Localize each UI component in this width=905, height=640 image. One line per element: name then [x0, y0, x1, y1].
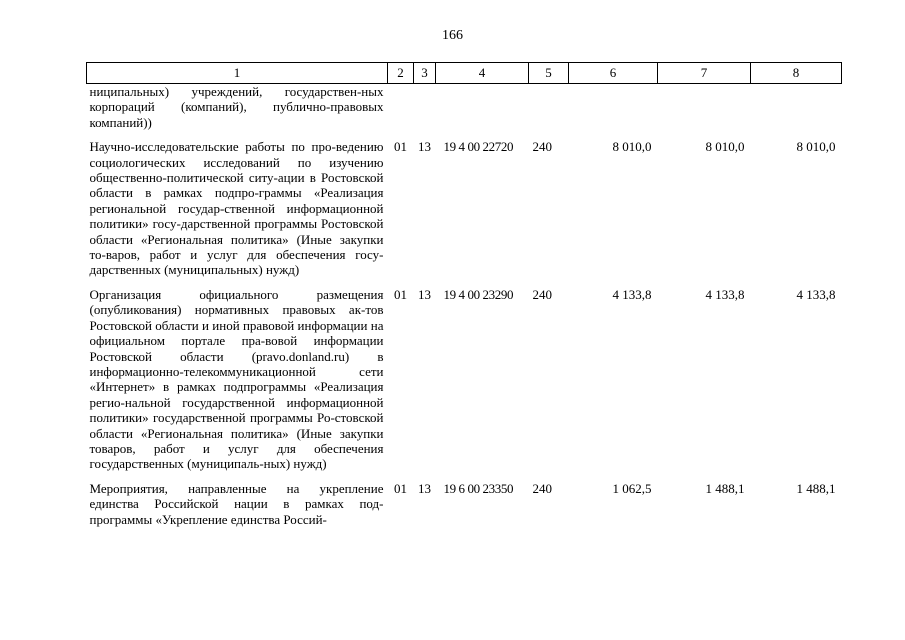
row-target-code: 19 4 00 23290: [443, 286, 514, 302]
header-col-8: 8: [751, 63, 842, 84]
row-subsection: 13: [418, 139, 431, 155]
table-row: [87, 481, 842, 527]
row-amount-year-1: [569, 84, 658, 140]
row-target-code: 19 6 00 23350: [443, 480, 514, 496]
row-amount-year-1: 4 133,8: [612, 286, 652, 302]
row-amount-year-1: 1 062,5: [612, 480, 652, 496]
row-target-code: 19 4 00 22720: [443, 139, 514, 155]
row-expense-type: 240: [532, 139, 552, 155]
header-col-2: 2: [388, 63, 414, 84]
row-expense-type: 240: [532, 286, 552, 302]
row-section: 01: [394, 286, 407, 302]
header-col-4: 4: [436, 63, 529, 84]
row-name: Научно-исследовательские работы по про-ведению социологических исследований по изучению общественно-политической ситу-ации в Ростовской области в рамках подпро-граммы «Реализация региональной государ-ственной информационной политики» госу-дарственной программы Ростовской области «Региональная политика» (Иные закупки то-варов, работ и услуг для обеспечения госу-дарственных (муниципальных) нужд): [89, 139, 384, 278]
row-expense-type: [529, 84, 569, 140]
row-section: 01: [394, 480, 407, 496]
table-row: [87, 287, 842, 481]
header-col-7: 7: [658, 63, 751, 84]
row-amount-year-2: [658, 84, 751, 140]
row-amount-year-2: 1 488,1: [705, 480, 745, 496]
header-col-6: 6: [569, 63, 658, 84]
header-col-1: 1: [87, 63, 388, 84]
row-expense-type: 240: [532, 480, 552, 496]
row-name: ниципальных) учреждений, государствен-ных корпораций (компаний), публично-правовых компаний)): [89, 84, 384, 130]
row-amount-year-3: [751, 84, 842, 140]
row-section: 01: [394, 139, 407, 155]
row-section: [388, 84, 414, 140]
row-target-code: [436, 84, 529, 140]
row-amount-year-2: 8 010,0: [705, 139, 745, 155]
header-row: [87, 63, 842, 84]
row-amount-year-1: 8 010,0: [612, 139, 652, 155]
row-subsection: 13: [418, 286, 431, 302]
row-amount-year-3: 4 133,8: [796, 286, 836, 302]
row-amount-year-3: 8 010,0: [796, 139, 836, 155]
row-name: Организация официального размещения (опубликования) нормативных правовых ак-тов Ростовской области и иной правовой информации на официальном портале пра-вовой информации Ростовской области (pravo.donland.ru) в информационно-телекоммуникационной сети «Интернет» в рамках подпрограммы «Реализация регио-нальной государственной информационной политики» государственной программы Ро-стовской области «Региональная политика» (Иные закупки товаров, работ и услуг для обеспечения государственных (муниципаль-ных) нужд): [89, 286, 384, 472]
row-name: Мероприятия, направленные на укрепление единства Российской нации в рамках под-программы «Укрепление единства Россий-: [89, 480, 384, 527]
row-amount-year-2: 4 133,8: [705, 286, 745, 302]
header-col-5: 5: [529, 63, 569, 84]
table-row: [87, 84, 842, 140]
budget-table: [86, 62, 842, 527]
header-col-3: 3: [414, 63, 436, 84]
table-row: [87, 139, 842, 287]
row-subsection: 13: [418, 480, 431, 496]
row-amount-year-3: 1 488,1: [796, 480, 836, 496]
row-subsection: [414, 84, 436, 140]
page-number: 166: [442, 28, 463, 43]
